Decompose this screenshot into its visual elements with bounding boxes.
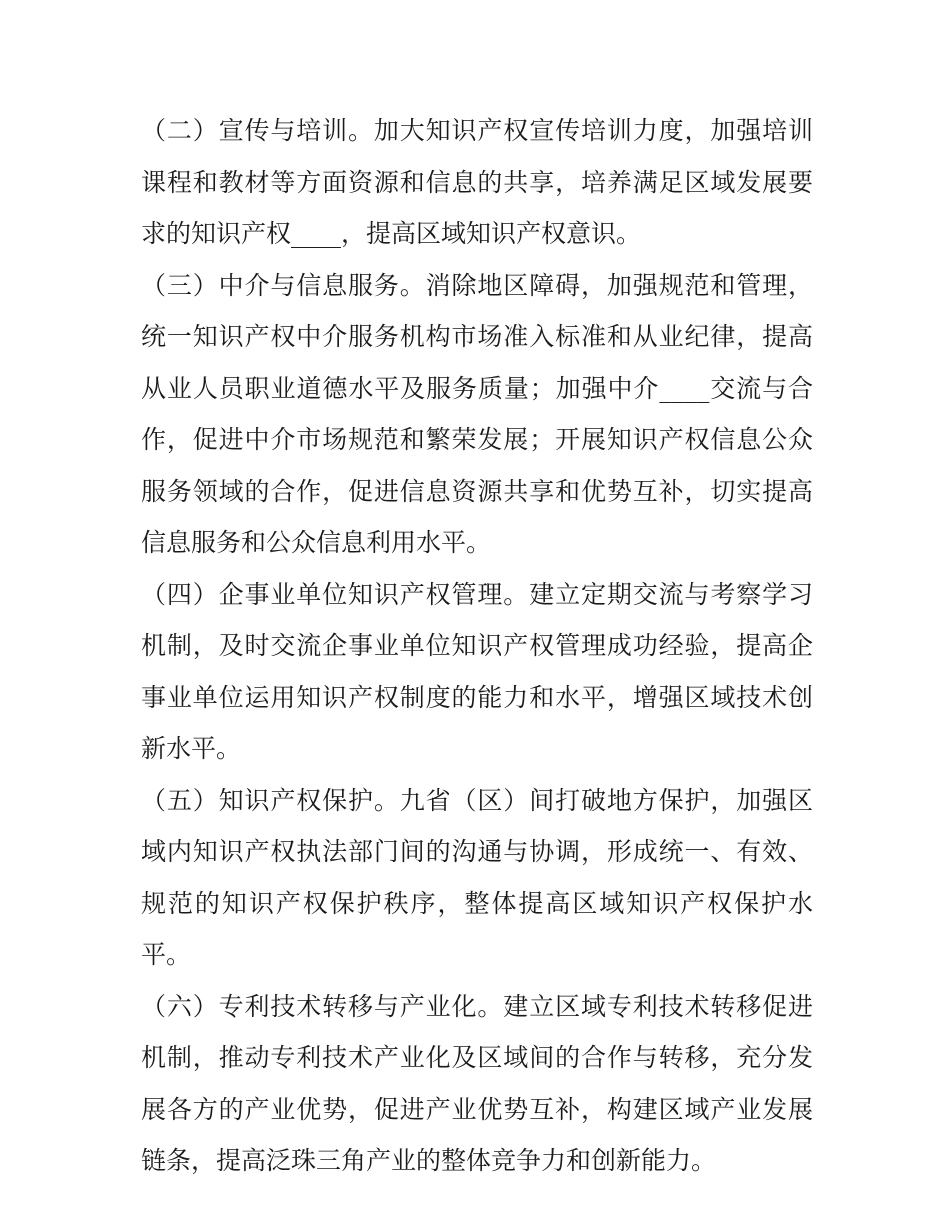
paragraph-enterprise-ip-management: （四）企事业单位知识产权管理。建立定期交流与考察学习机制，及时交流企事业单位知识产权管理成功经验，提高企事业单位运用知识产权制度的能力和水平，增强区域技术创新水平。: [141, 579, 813, 763]
paragraph-patent-transfer: （六）专利技术转移与产业化。建立区域专利技术转移促进机制，推动专利技术产业化及区域间的合作与转移，充分发展各方的产业优势，促进产业优势互补，构建区域产业发展链条，提高泛珠三角产业的整体竞争力和创新能力。: [141, 991, 813, 1175]
document-body: [141, 105, 813, 1187]
paragraph-ip-protection: （五）知识产权保护。九省（区）间打破地方保护，加强区域内知识产权执法部门间的沟通与协调，形成统一、有效、规范的知识产权保护秩序，整体提高区域知识产权保护水平。: [141, 785, 813, 969]
paragraph-publicity-training: （二）宣传与培训。加大知识产权宣传培训力度，加强培训课程和教材等方面资源和信息的共享，培养满足区域发展要求的知识产权____，提高区域知识产权意识。: [141, 116, 813, 248]
paragraph-intermediary-info-services: （三）中介与信息服务。消除地区障碍，加强规范和管理，统一知识产权中介服务机构市场准入标准和从业纪律，提高从业人员职业道德水平及服务质量；加强中介____交流与合作，促进中介市场规范和繁荣发展；开展知识产权信息公众服务领域的合作，促进信息资源共享和优势互补，切实提高信息服务和公众信息利用水平。: [141, 270, 813, 557]
